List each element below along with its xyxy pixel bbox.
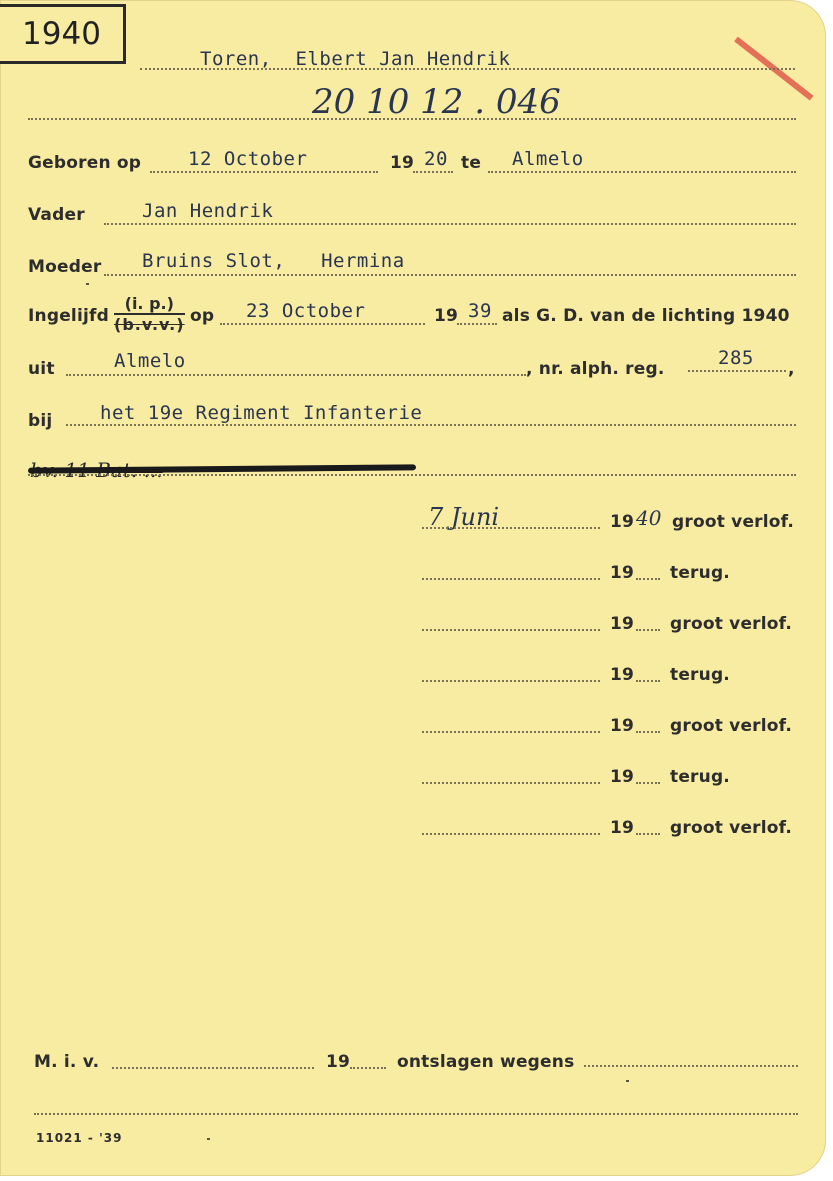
form-code: 11021 - '39 xyxy=(36,1131,123,1145)
leave-date: 7 Juni xyxy=(428,503,500,531)
leave-year-line xyxy=(636,833,660,835)
born-date-line xyxy=(150,171,378,173)
leave-status: groot verlof. xyxy=(670,716,792,736)
mother-label: Moeder xyxy=(28,257,102,277)
leave-date-line xyxy=(422,833,600,835)
ink-speck xyxy=(626,1080,629,1082)
miv-label: M. i. v. xyxy=(34,1052,100,1072)
enlisted-date: 23 October xyxy=(246,300,366,322)
footer-year-line xyxy=(350,1067,386,1069)
born-year-suffix: 20 xyxy=(424,148,448,170)
reg-end: , xyxy=(788,359,795,379)
miv-line xyxy=(112,1067,314,1069)
leave-status: groot verlof. xyxy=(672,512,794,532)
father-name: Jan Hendrik xyxy=(142,200,274,222)
person-name: Toren, Elbert Jan Hendrik xyxy=(200,48,511,70)
discharge-label: ontslagen wegens xyxy=(397,1052,575,1072)
unit-line xyxy=(66,424,796,426)
leave-year-prefix: 19 xyxy=(610,563,635,583)
leave-date-line xyxy=(422,578,600,580)
leave-date-line xyxy=(422,782,600,784)
unit-label: bij xyxy=(28,411,53,431)
father-line xyxy=(104,223,796,225)
born-place-line xyxy=(488,171,796,173)
leave-status: terug. xyxy=(670,767,730,787)
born-place-label: te xyxy=(461,153,482,173)
born-year-line xyxy=(413,171,453,173)
from-place: Almelo xyxy=(114,350,186,372)
enlisted-label: Ingelijfd xyxy=(28,306,109,326)
enlisted-date-line xyxy=(220,323,425,325)
leave-date-line xyxy=(422,527,600,529)
leave-year-prefix: 19 xyxy=(610,716,635,736)
mother-line xyxy=(104,274,796,276)
leave-year-line xyxy=(636,782,660,784)
fraction-top: (i. p.) xyxy=(114,294,185,315)
unit-name: het 19e Regiment Infanterie xyxy=(100,402,423,424)
leave-date-line xyxy=(422,680,600,682)
enlisted-year-prefix: 19 xyxy=(434,306,459,326)
year-box: 1940 xyxy=(0,4,126,64)
father-label: Vader xyxy=(28,205,85,225)
leave-status: terug. xyxy=(670,665,730,685)
born-date: 12 October xyxy=(188,148,308,170)
struck-line xyxy=(28,474,796,476)
leave-date-line xyxy=(422,731,600,733)
leave-year-prefix: 19 xyxy=(610,665,635,685)
leave-year-prefix: 19 xyxy=(610,614,635,634)
leave-status: groot verlof. xyxy=(670,614,792,634)
enlisted-as-label: als G. D. van de lichting 1940 xyxy=(502,306,790,326)
born-place: Almelo xyxy=(512,148,584,170)
name-line xyxy=(140,68,795,70)
bottom-line xyxy=(34,1113,798,1115)
leave-year-line xyxy=(636,680,660,682)
leave-year-suffix: 40 xyxy=(636,506,662,530)
discharge-line xyxy=(584,1065,798,1067)
leave-date-line xyxy=(422,629,600,631)
born-label: Geboren op xyxy=(28,153,142,173)
reg-number: 285 xyxy=(718,347,754,369)
leave-year-line xyxy=(636,629,660,631)
registration-number: 20 10 12 . 046 xyxy=(312,82,561,122)
leave-year-line xyxy=(636,731,660,733)
number-line xyxy=(28,118,796,120)
reg-label: , nr. alph. reg. xyxy=(526,359,665,379)
enlisted-fraction xyxy=(114,294,185,334)
leave-status: groot verlof. xyxy=(670,818,792,838)
from-line xyxy=(66,374,526,376)
ink-speck xyxy=(86,283,89,285)
footer-year-prefix: 19 xyxy=(326,1052,351,1072)
mother-name: Bruins Slot, Hermina xyxy=(142,250,405,272)
reg-line xyxy=(688,370,786,372)
enlisted-year-suffix: 39 xyxy=(468,300,492,322)
enlisted-year-line xyxy=(457,323,497,325)
from-label: uit xyxy=(28,359,55,379)
ink-speck xyxy=(207,1138,210,1140)
leave-year-line xyxy=(636,578,660,580)
leave-year-prefix: 19 xyxy=(610,512,635,532)
leave-year-prefix: 19 xyxy=(610,818,635,838)
leave-year-prefix: 19 xyxy=(610,767,635,787)
born-year-prefix: 19 xyxy=(390,153,415,173)
fraction-bottom: (b.v.v.) xyxy=(114,315,185,334)
leave-status: terug. xyxy=(670,563,730,583)
enlisted-on-label: op xyxy=(190,306,215,326)
